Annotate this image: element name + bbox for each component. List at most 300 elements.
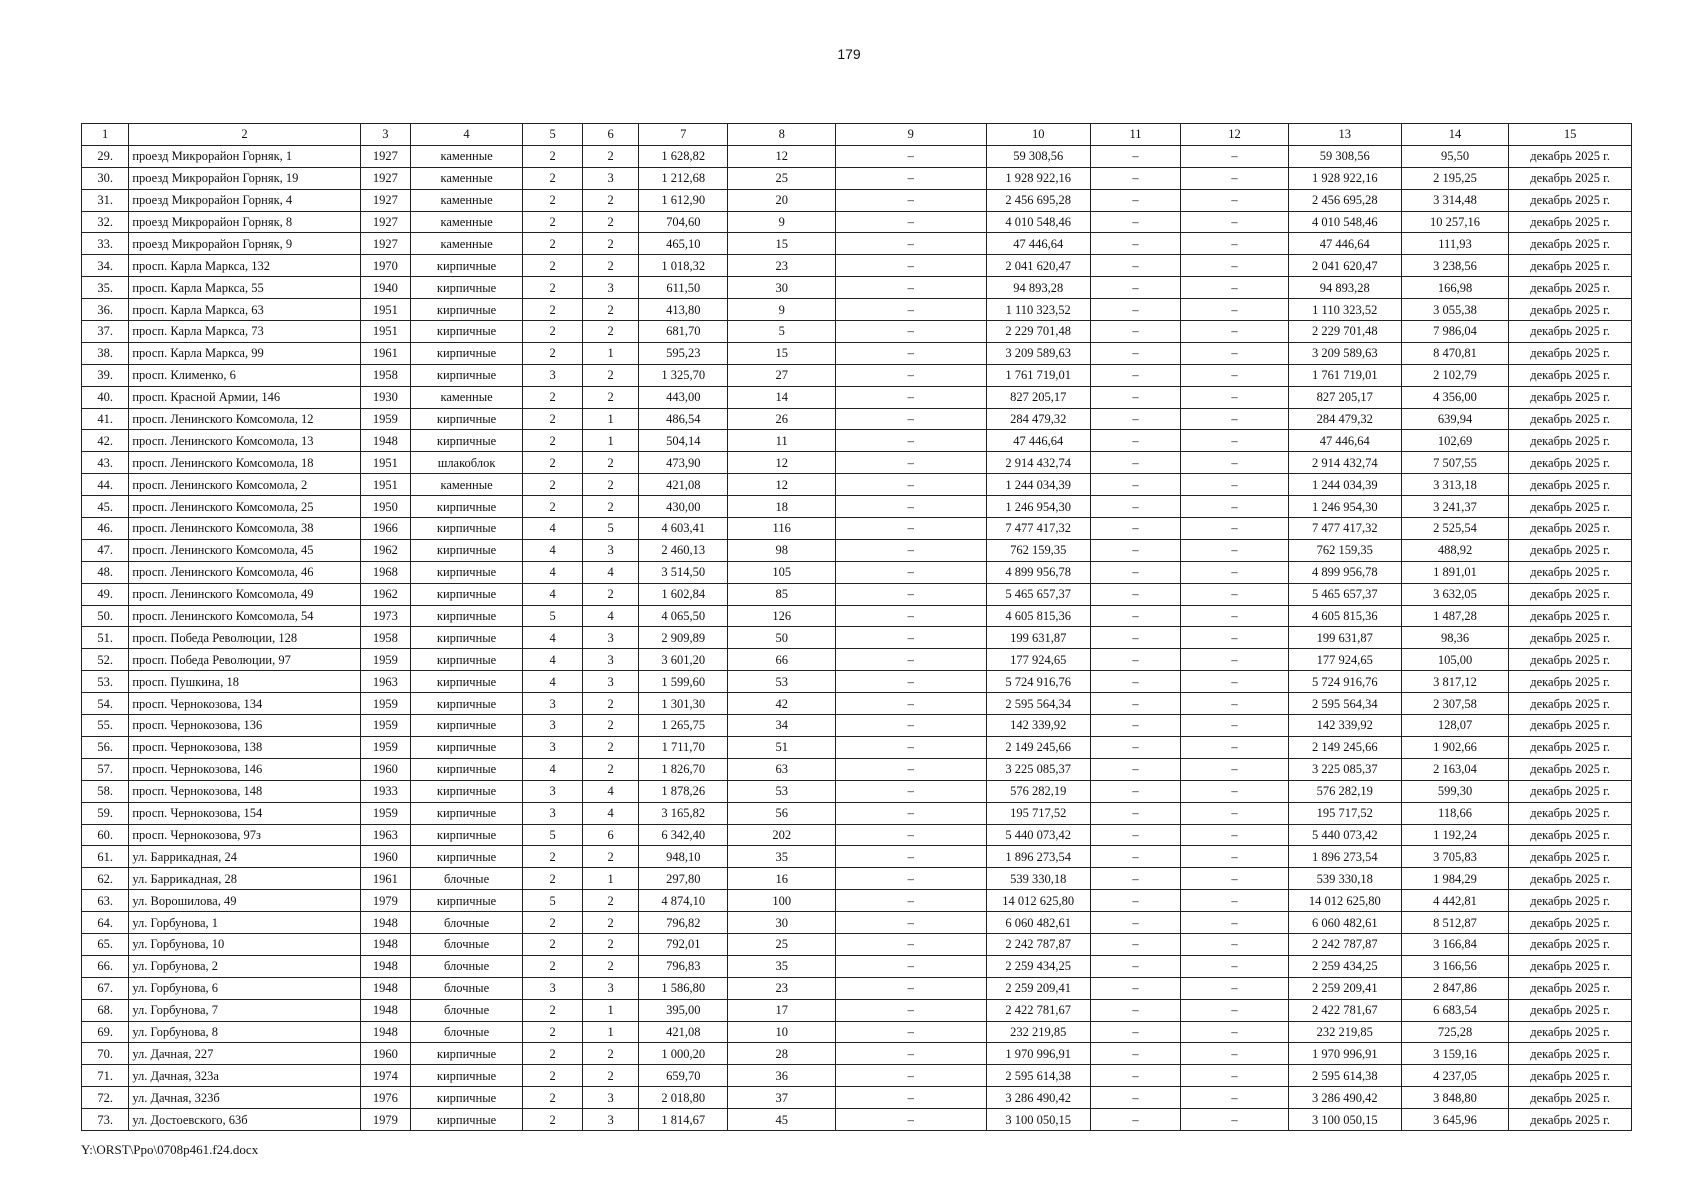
table-cell: 2 422 781,67	[986, 999, 1090, 1021]
table-cell: 2 102,79	[1401, 364, 1509, 386]
table-cell: –	[1090, 758, 1180, 780]
table-cell: 421,08	[639, 1021, 728, 1043]
table-cell: –	[1090, 1043, 1180, 1065]
table-cell: 14 012 625,80	[1288, 890, 1401, 912]
table-cell: 473,90	[639, 452, 728, 474]
table-cell: –	[1181, 496, 1289, 518]
table-cell: 4	[583, 802, 639, 824]
table-cell: 199 631,87	[1288, 627, 1401, 649]
table-cell: кирпичные	[411, 496, 523, 518]
table-cell: 3 225 085,37	[1288, 758, 1401, 780]
table-cell: 3 705,83	[1401, 846, 1509, 868]
table-cell: 1927	[360, 145, 411, 167]
table-cell: 1 928 922,16	[1288, 167, 1401, 189]
table-cell: 20	[728, 189, 836, 211]
table-cell: декабрь 2025 г.	[1509, 649, 1632, 671]
table-cell: 11	[728, 430, 836, 452]
table-cell: 105	[728, 561, 836, 583]
table-cell: 1 970 996,91	[1288, 1043, 1401, 1065]
table-row	[82, 233, 1632, 255]
table-cell: 2	[522, 1021, 582, 1043]
table-cell: 2	[583, 145, 639, 167]
table-cell: кирпичные	[411, 518, 523, 540]
table-cell: 1 761 719,01	[1288, 364, 1401, 386]
table-cell: 2 149 245,66	[1288, 736, 1401, 758]
table-row	[82, 1021, 1632, 1043]
table-cell: –	[835, 539, 986, 561]
table-cell: –	[1090, 890, 1180, 912]
table-cell: 5 724 916,76	[986, 671, 1090, 693]
table-cell: –	[1181, 912, 1289, 934]
table-cell: –	[1181, 671, 1289, 693]
table-cell: –	[835, 1065, 986, 1087]
table-cell: 1951	[360, 474, 411, 496]
table-cell: 704,60	[639, 211, 728, 233]
table-cell: 46.	[82, 518, 129, 540]
table-cell: 45.	[82, 496, 129, 518]
table-cell: 5	[522, 605, 582, 627]
address-cell: просп. Карла Маркса, 63	[129, 299, 360, 321]
table-cell: 1958	[360, 627, 411, 649]
table-row	[82, 977, 1632, 999]
table-cell: 2 595 614,38	[986, 1065, 1090, 1087]
table-cell: 47 446,64	[986, 233, 1090, 255]
table-cell: 26	[728, 408, 836, 430]
table-cell: 23	[728, 255, 836, 277]
table-cell: –	[1090, 780, 1180, 802]
table-cell: 2 195,25	[1401, 167, 1509, 189]
table-cell: –	[1090, 342, 1180, 364]
table-cell: –	[1181, 408, 1289, 430]
table-cell: –	[835, 321, 986, 343]
table-cell: 2	[522, 430, 582, 452]
table-cell: декабрь 2025 г.	[1509, 933, 1632, 955]
table-cell: 36	[728, 1065, 836, 1087]
table-row	[82, 583, 1632, 605]
address-cell: просп. Ленинского Комсомола, 38	[129, 518, 360, 540]
table-cell: –	[1090, 1109, 1180, 1131]
table-cell: 1 902,66	[1401, 736, 1509, 758]
table-cell: –	[1181, 627, 1289, 649]
table-cell: каменные	[411, 145, 523, 167]
table-cell: 2 041 620,47	[986, 255, 1090, 277]
table-cell: блочные	[411, 933, 523, 955]
table-cell: 94 893,28	[986, 277, 1090, 299]
table-cell: 4 899 956,78	[986, 561, 1090, 583]
table-cell: 2	[522, 299, 582, 321]
address-cell: просп. Ленинского Комсомола, 45	[129, 539, 360, 561]
table-cell: 166,98	[1401, 277, 1509, 299]
table-cell: кирпичные	[411, 715, 523, 737]
table-cell: 3 165,82	[639, 802, 728, 824]
table-cell: 297,80	[639, 868, 728, 890]
table-cell: 3	[583, 1109, 639, 1131]
table-cell: декабрь 2025 г.	[1509, 605, 1632, 627]
table-cell: 4 874,10	[639, 890, 728, 912]
table-cell: 796,83	[639, 955, 728, 977]
table-cell: 395,00	[639, 999, 728, 1021]
table-cell: 6 342,40	[639, 824, 728, 846]
table-cell: –	[1181, 474, 1289, 496]
table-cell: –	[835, 999, 986, 1021]
table-cell: 3	[522, 977, 582, 999]
table-cell: 51.	[82, 627, 129, 649]
table-cell: 177 924,65	[986, 649, 1090, 671]
table-cell: 4	[522, 518, 582, 540]
table-cell: кирпичные	[411, 802, 523, 824]
table-cell: 1973	[360, 605, 411, 627]
table-cell: 2	[583, 474, 639, 496]
table-cell: декабрь 2025 г.	[1509, 736, 1632, 758]
table-cell: 1951	[360, 299, 411, 321]
table-cell: 3 100 050,15	[1288, 1109, 1401, 1131]
table-cell: 34	[728, 715, 836, 737]
table-cell: –	[1181, 386, 1289, 408]
table-cell: 1958	[360, 364, 411, 386]
table-row	[82, 955, 1632, 977]
table-cell: декабрь 2025 г.	[1509, 780, 1632, 802]
address-cell: просп. Чернокозова, 154	[129, 802, 360, 824]
table-cell: 1951	[360, 321, 411, 343]
table-cell: декабрь 2025 г.	[1509, 1065, 1632, 1087]
table-cell: 8 470,81	[1401, 342, 1509, 364]
table-cell: кирпичные	[411, 824, 523, 846]
table-cell: 486,54	[639, 408, 728, 430]
table-cell: 3 313,18	[1401, 474, 1509, 496]
table-cell: 195 717,52	[1288, 802, 1401, 824]
address-cell: проезд Микрорайон Горняк, 8	[129, 211, 360, 233]
table-cell: 14 012 625,80	[986, 890, 1090, 912]
table-cell: кирпичные	[411, 430, 523, 452]
table-cell: 63.	[82, 890, 129, 912]
table-cell: 69.	[82, 1021, 129, 1043]
table-cell: декабрь 2025 г.	[1509, 1021, 1632, 1043]
table-cell: –	[1090, 605, 1180, 627]
table-cell: 105,00	[1401, 649, 1509, 671]
table-cell: 3	[583, 649, 639, 671]
table-cell: –	[835, 167, 986, 189]
table-cell: 1948	[360, 430, 411, 452]
table-row	[82, 386, 1632, 408]
table-cell: 67.	[82, 977, 129, 999]
table-cell: 5 724 916,76	[1288, 671, 1401, 693]
table-cell: –	[835, 364, 986, 386]
table-cell: 796,82	[639, 912, 728, 934]
table-cell: –	[1090, 977, 1180, 999]
table-cell: 639,94	[1401, 408, 1509, 430]
table-cell: –	[1090, 715, 1180, 737]
table-cell: 1927	[360, 189, 411, 211]
table-cell: 41.	[82, 408, 129, 430]
table-cell: 1 586,80	[639, 977, 728, 999]
table-cell: декабрь 2025 г.	[1509, 846, 1632, 868]
table-cell: декабрь 2025 г.	[1509, 583, 1632, 605]
table-cell: 2	[583, 933, 639, 955]
table-cell: –	[835, 1087, 986, 1109]
table-cell: декабрь 2025 г.	[1509, 299, 1632, 321]
table-cell: 47 446,64	[986, 430, 1090, 452]
table-cell: 2	[583, 955, 639, 977]
table-cell: блочные	[411, 868, 523, 890]
table-cell: декабрь 2025 г.	[1509, 1087, 1632, 1109]
table-cell: 762 159,35	[1288, 539, 1401, 561]
table-cell: –	[1181, 1065, 1289, 1087]
address-cell: просп. Ленинского Комсомола, 13	[129, 430, 360, 452]
table-cell: 284 479,32	[1288, 408, 1401, 430]
table-cell: –	[1090, 430, 1180, 452]
table-cell: 3 632,05	[1401, 583, 1509, 605]
table-cell: каменные	[411, 189, 523, 211]
table-cell: 2	[522, 868, 582, 890]
table-cell: 1 301,30	[639, 693, 728, 715]
table-cell: –	[1090, 802, 1180, 824]
table-cell: кирпичные	[411, 627, 523, 649]
table-cell: 1 487,28	[1401, 605, 1509, 627]
table-cell: 9	[728, 211, 836, 233]
table-cell: 36.	[82, 299, 129, 321]
table-row	[82, 933, 1632, 955]
table-cell: 2	[583, 715, 639, 737]
table-cell: 1974	[360, 1065, 411, 1087]
table-cell: 1950	[360, 496, 411, 518]
column-header: 14	[1401, 124, 1509, 146]
address-cell: просп. Чернокозова, 134	[129, 693, 360, 715]
table-cell: декабрь 2025 г.	[1509, 561, 1632, 583]
table-cell: декабрь 2025 г.	[1509, 364, 1632, 386]
table-cell: 2	[522, 321, 582, 343]
table-row	[82, 824, 1632, 846]
table-cell: 33.	[82, 233, 129, 255]
table-cell: кирпичные	[411, 255, 523, 277]
table-cell: –	[1181, 868, 1289, 890]
table-cell: 421,08	[639, 474, 728, 496]
table-cell: 1948	[360, 912, 411, 934]
table-cell: 2	[522, 1065, 582, 1087]
table-cell: 539 330,18	[1288, 868, 1401, 890]
table-cell: –	[835, 627, 986, 649]
address-cell: ул. Баррикадная, 28	[129, 868, 360, 890]
table-cell: 30.	[82, 167, 129, 189]
table-cell: 2	[522, 496, 582, 518]
table-row	[82, 715, 1632, 737]
table-cell: 142 339,92	[986, 715, 1090, 737]
table-cell: декабрь 2025 г.	[1509, 474, 1632, 496]
table-cell: кирпичные	[411, 890, 523, 912]
table-cell: 1 244 034,39	[986, 474, 1090, 496]
table-cell: блочные	[411, 977, 523, 999]
column-header: 9	[835, 124, 986, 146]
table-cell: 2	[522, 955, 582, 977]
table-cell: 4 237,05	[1401, 1065, 1509, 1087]
table-cell: 1959	[360, 408, 411, 430]
table-cell: декабрь 2025 г.	[1509, 386, 1632, 408]
table-cell: –	[1090, 955, 1180, 977]
table-cell: –	[1090, 627, 1180, 649]
table-cell: –	[835, 452, 986, 474]
table-cell: 32.	[82, 211, 129, 233]
table-cell: кирпичные	[411, 342, 523, 364]
column-header: 3	[360, 124, 411, 146]
table-cell: 37.	[82, 321, 129, 343]
table-cell: 430,00	[639, 496, 728, 518]
table-cell: 25	[728, 167, 836, 189]
table-cell: –	[1181, 364, 1289, 386]
address-cell: просп. Ленинского Комсомола, 46	[129, 561, 360, 583]
table-cell: –	[835, 1043, 986, 1065]
table-cell: –	[835, 299, 986, 321]
table-cell: 1930	[360, 386, 411, 408]
table-cell: –	[1181, 211, 1289, 233]
table-cell: 2 242 787,87	[1288, 933, 1401, 955]
table-cell: 3	[583, 671, 639, 693]
table-cell: 1948	[360, 955, 411, 977]
table-cell: 1962	[360, 583, 411, 605]
table-row	[82, 321, 1632, 343]
table-cell: 2 525,54	[1401, 518, 1509, 540]
table-cell: 1959	[360, 693, 411, 715]
table-cell: –	[835, 518, 986, 540]
table-cell: 4 603,41	[639, 518, 728, 540]
table-cell: –	[1181, 583, 1289, 605]
table-cell: декабрь 2025 г.	[1509, 868, 1632, 890]
table-cell: –	[1090, 277, 1180, 299]
table-cell: 1	[583, 868, 639, 890]
table-cell: 4	[522, 561, 582, 583]
table-cell: 53.	[82, 671, 129, 693]
table-row	[82, 408, 1632, 430]
column-header: 5	[522, 124, 582, 146]
table-cell: –	[1090, 386, 1180, 408]
table-cell: кирпичные	[411, 1109, 523, 1131]
table-cell: –	[1090, 846, 1180, 868]
table-cell: 3	[583, 1087, 639, 1109]
table-cell: 595,23	[639, 342, 728, 364]
table-cell: 40.	[82, 386, 129, 408]
table-row	[82, 627, 1632, 649]
table-cell: кирпичные	[411, 1087, 523, 1109]
table-cell: –	[835, 890, 986, 912]
table-cell: –	[835, 933, 986, 955]
column-header: 15	[1509, 124, 1632, 146]
table-cell: 792,01	[639, 933, 728, 955]
table-cell: 284 479,32	[986, 408, 1090, 430]
table-cell: 2	[583, 846, 639, 868]
table-row	[82, 736, 1632, 758]
table-cell: –	[1181, 890, 1289, 912]
table-cell: –	[835, 474, 986, 496]
table-cell: 2 914 432,74	[986, 452, 1090, 474]
table-cell: –	[1181, 758, 1289, 780]
table-cell: блочные	[411, 999, 523, 1021]
table-cell: 4 605 815,36	[1288, 605, 1401, 627]
address-cell: ул. Достоевского, 63б	[129, 1109, 360, 1131]
table-cell: –	[1181, 605, 1289, 627]
table-cell: 539 330,18	[986, 868, 1090, 890]
table-cell: –	[1090, 912, 1180, 934]
table-cell: 1963	[360, 824, 411, 846]
table-cell: каменные	[411, 233, 523, 255]
address-cell: просп. Ленинского Комсомола, 49	[129, 583, 360, 605]
table-cell: 1970	[360, 255, 411, 277]
table-cell: 1	[583, 408, 639, 430]
table-cell: –	[835, 802, 986, 824]
table-cell: 3 286 490,42	[986, 1087, 1090, 1109]
table-cell: –	[835, 780, 986, 802]
table-cell: 4	[522, 627, 582, 649]
table-cell: декабрь 2025 г.	[1509, 627, 1632, 649]
table-cell: 2	[583, 255, 639, 277]
table-cell: 7 477 417,32	[1288, 518, 1401, 540]
table-cell: 3 241,37	[1401, 496, 1509, 518]
table-cell: 2	[522, 1087, 582, 1109]
table-cell: 2 163,04	[1401, 758, 1509, 780]
table-cell: декабрь 2025 г.	[1509, 211, 1632, 233]
address-cell: ул. Горбунова, 7	[129, 999, 360, 1021]
table-cell: 599,30	[1401, 780, 1509, 802]
table-cell: –	[835, 277, 986, 299]
table-cell: 38.	[82, 342, 129, 364]
table-cell: 2 259 209,41	[986, 977, 1090, 999]
table-cell: –	[1090, 364, 1180, 386]
table-cell: 118,66	[1401, 802, 1509, 824]
table-cell: 70.	[82, 1043, 129, 1065]
table-cell: 1959	[360, 736, 411, 758]
table-cell: 31.	[82, 189, 129, 211]
table-cell: 37	[728, 1087, 836, 1109]
table-cell: 4 065,50	[639, 605, 728, 627]
table-cell: 1 018,32	[639, 255, 728, 277]
table-cell: 73.	[82, 1109, 129, 1131]
table-cell: 39.	[82, 364, 129, 386]
table-cell: 3	[522, 364, 582, 386]
table-cell: 1 896 273,54	[986, 846, 1090, 868]
table-row	[82, 342, 1632, 364]
table-cell: –	[1090, 321, 1180, 343]
table-cell: –	[835, 583, 986, 605]
table-cell: 1948	[360, 933, 411, 955]
table-cell: –	[1181, 452, 1289, 474]
address-cell: ул. Горбунова, 1	[129, 912, 360, 934]
table-cell: –	[1090, 145, 1180, 167]
table-cell: декабрь 2025 г.	[1509, 824, 1632, 846]
table-cell: 1979	[360, 1109, 411, 1131]
table-cell: 1 212,68	[639, 167, 728, 189]
table-cell: 116	[728, 518, 836, 540]
table-cell: 17	[728, 999, 836, 1021]
table-cell: 6	[583, 824, 639, 846]
table-cell: 199 631,87	[986, 627, 1090, 649]
table-cell: 60.	[82, 824, 129, 846]
table-cell: 1960	[360, 846, 411, 868]
table-cell: декабрь 2025 г.	[1509, 671, 1632, 693]
table-cell: –	[835, 233, 986, 255]
table-cell: –	[835, 846, 986, 868]
table-row	[82, 605, 1632, 627]
table-cell: 1927	[360, 233, 411, 255]
table-cell: 2 242 787,87	[986, 933, 1090, 955]
table-cell: 64.	[82, 912, 129, 934]
table-cell: –	[1181, 561, 1289, 583]
table-cell: –	[1181, 342, 1289, 364]
table-cell: –	[1181, 933, 1289, 955]
table-cell: 2 149 245,66	[986, 736, 1090, 758]
table-cell: 3 166,84	[1401, 933, 1509, 955]
address-cell: просп. Чернокозова, 97з	[129, 824, 360, 846]
column-header: 2	[129, 124, 360, 146]
table-cell: 12	[728, 452, 836, 474]
table-cell: 2	[583, 189, 639, 211]
table-cell: 43.	[82, 452, 129, 474]
